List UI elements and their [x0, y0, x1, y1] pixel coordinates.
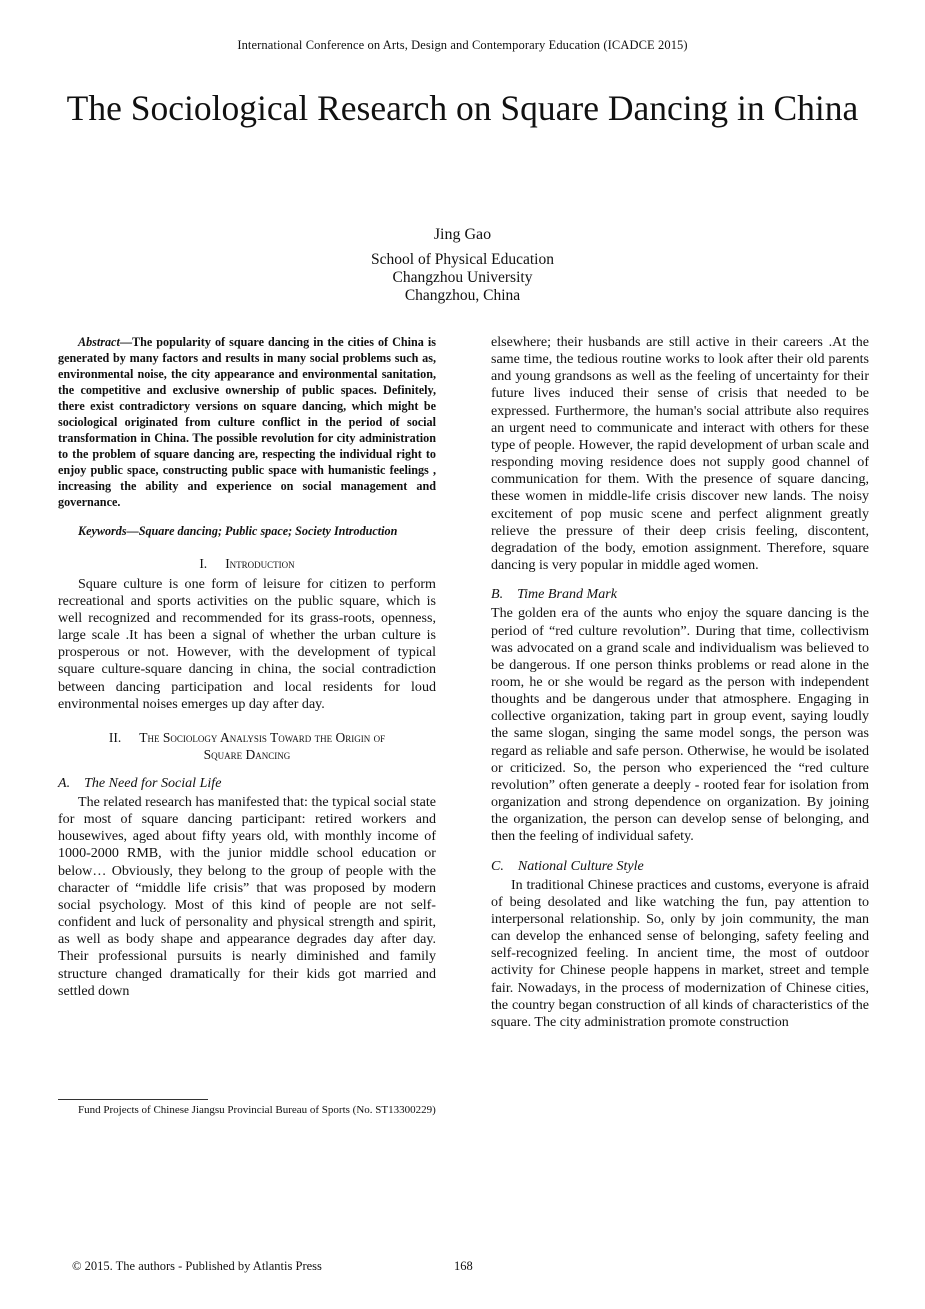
social-life-paragraph-part2: elsewhere; their husbands are still active in their careers .At the same time, the tedious routine works to look after their old parents and young grandsons as well as the feeling of uncertainty for their future lives induced their sense of crisis that needed to be expressed. Furthermore, the human's social attribute also requires an urgent need to communicate and interact with others for these type of people. However, the rapid development of urban scale and responding moving residence does not supply good channel of communication for them. With the presence of square dancing, these women in middle-life crisis discover new lands. The noisy excitement of pop music scene and perfect alignment greatly relieve the pressure of their deep crisis feeling, discontent, degradation of the body, emotion assignment. Therefore, square dancing is very popular in middle aged women. [491, 334, 869, 574]
social-life-paragraph-part1: The related research has manifested that: the typical social state for most of square dancing participant: retired workers and housewives, aged about fifty years old, with monthly income of 1000-2000 RMB, with the junior middle school education or below… Obviously, they belong to the group of people with the character of “middle life crisis” that was proposed by modern social psychology. Most of this kind of people are not self-confident and luck of personality and physical strength and spirit, as well as body shape and appearance degrades day after day. Their professional pursuits is nearly diminished and family structure changed dramatically for their kids got married and settled down [58, 793, 436, 999]
section-number: I. [199, 555, 208, 571]
section-title-line2: Square Dancing [203, 746, 291, 762]
copyright-footer: © 2015. The authors - Published by Atlantis Press [72, 1259, 322, 1273]
introduction-paragraph: Square culture is one form of leisure for citizen to perform recreational and sports activities on the public square, which is well recognized and recommended for its grass-roots, openness, large scale .It has been a signal of whether the urban culture is prosperous or not. However, with the development of typical square culture-square dancing in china, the social contradiction between dancing participation and local residents for loud environmental noises emerges up day after day. [58, 575, 436, 712]
footnote-divider [58, 1099, 208, 1100]
subsection-number: B. [491, 586, 504, 603]
paper-title: The Sociological Research on Square Dancing in China [66, 88, 859, 128]
author-affiliation-university: Changzhou University [392, 269, 533, 286]
section-heading-introduction [58, 555, 436, 572]
author-name: Jing Gao [433, 226, 492, 243]
right-column [491, 334, 869, 1031]
subsection-title: National Culture Style [517, 857, 644, 874]
author-block [0, 226, 925, 305]
abstract-lead: Abstract [78, 335, 120, 349]
abstract [58, 334, 436, 511]
section-title: Introduction [225, 555, 295, 571]
left-column [58, 334, 436, 1000]
section-heading-sociology-analysis [58, 729, 436, 763]
page-number: 168 [454, 1259, 473, 1273]
running-header: International Conference on Arts, Design and Contemporary Education (ICADCE 2015) [237, 38, 688, 52]
subsection-number: C. [491, 857, 504, 874]
subsection-title: The Need for Social Life [84, 774, 222, 791]
author-affiliation-dept: School of Physical Education [371, 251, 554, 268]
author-affiliation-location: Changzhou, China [404, 287, 521, 304]
section-title-line1: The Sociology Analysis Toward the Origin of [139, 729, 386, 745]
abstract-text: —The popularity of square dancing in the cities of China is generated by many factors and results in many social problems such as, environmental noise, the city appearance and environmental sanitation, the competitive and exclusive ownership of public spaces. Definitely, there exist contradictory versions on square dancing, which might be sociological originated from culture conflict in the period of social transformation in China. The possible revolution for city administration to the problem of square dancing are, respecting the individual right to enjoy public space, constructing public space with humanistic feelings , increasing the ability and experience on social management and governance. [58, 335, 436, 510]
subsection-heading-social-life [58, 775, 436, 792]
subsection-heading-national-culture [491, 858, 869, 875]
time-brand-mark-paragraph: The golden era of the aunts who enjoy the square dancing is the period of “red culture revolution”. During that time, collectivism was advocated on a grand scale and individualism was believed to be dangerous. If one person thinks problems or read alone in the room, he or she would be regard as the person with independent thoughts and be dangerous under that atmosphere. Engaging in collective organization, taking part in group event, saying loudly the same slogan, singing the same model songs, the person was regard as reliable and safe person. Otherwise, he would be isolated or criticized. So, the person who experienced the “red culture revolution” often generate a deeply - rooted fear for isolation from organization and strong dependence on organization. By joining the organization, the person can develop sense of belonging, and then the feeling of individual safety. [491, 605, 869, 845]
keywords: Keywords—Square dancing; Public space; Society Introduction [78, 523, 398, 538]
subsection-title: Time Brand Mark [517, 586, 617, 603]
national-culture-paragraph: In traditional Chinese practices and customs, everyone is afraid of being desolated and like watching the fun, pay attention to interpersonal relationship. So, only by join community, the man can develop the enhanced sense of belonging, safety feeling and self-recognized feeling. In ancient time, the most of outdoor activity for Chinese people happens in market, street and temple fair. Nowadays, in the process of modernization of Chinese cities, the country began construction of all kinds of characteristics of the square. The city administration promote construction [491, 876, 869, 1030]
section-number: II. [108, 729, 122, 745]
subsection-number: A. [58, 774, 71, 791]
subsection-heading-time-brand-mark [491, 586, 869, 603]
footnote: Fund Projects of Chinese Jiangsu Provincial Bureau of Sports (No. ST13300229) [78, 1104, 436, 1116]
